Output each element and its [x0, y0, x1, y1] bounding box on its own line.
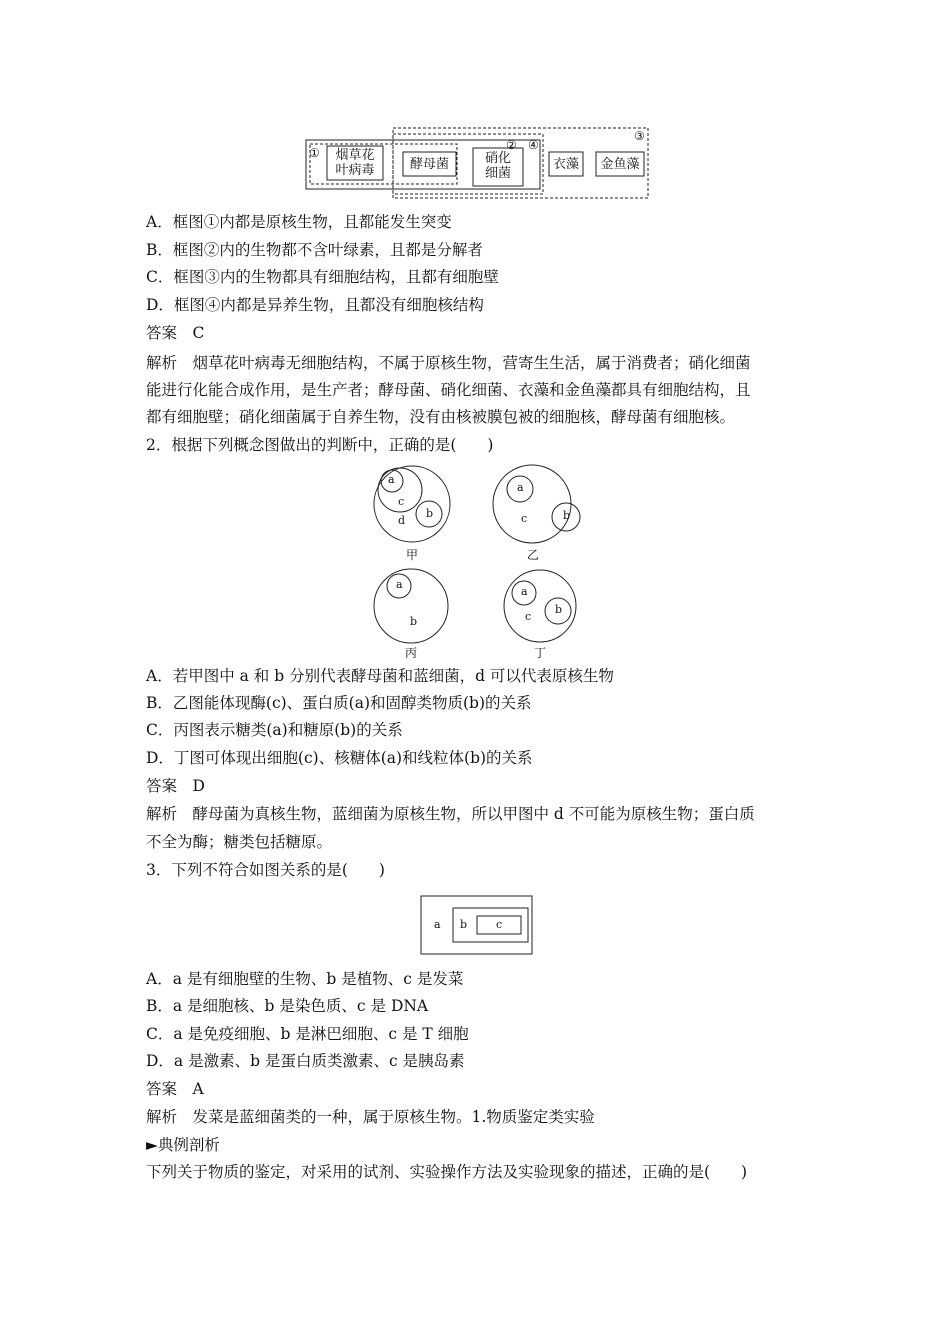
q2-option-c: C．丙图表示糖类(a)和糖原(b)的关系 [146, 721, 403, 739]
q1-option-c: C．框图③内的生物都具有细胞结构，且都有细胞壁 [146, 268, 499, 286]
jia-label-b: b [426, 507, 434, 520]
q1-analysis-line2: 能进行化能合成作用，是生产者；酵母菌、硝化细菌、衣藻和金鱼藻都具有细胞结构，且 [146, 381, 751, 399]
jia-label-c: c [398, 495, 405, 508]
q3-answer: 答案 A [146, 1080, 204, 1098]
jia-label-d: d [398, 514, 406, 527]
section-text: 下列关于物质的鉴定，对采用的试剂、实验操作方法及实验现象的描述，正确的是( ) [146, 1163, 748, 1181]
q3-option-c: C．a 是免疫细胞、b 是淋巴细胞、c 是 T 细胞 [146, 1025, 469, 1043]
jia-label-a: a [388, 473, 395, 486]
yi-caption: 乙 [527, 548, 540, 562]
bing-label-a: a [396, 578, 403, 591]
jia-caption: 甲 [406, 548, 419, 562]
frame-marker-3: ③ [634, 129, 645, 143]
q1-analysis-line3: 都有细胞壁；硝化细菌属于自养生物，没有由核被膜包被的细胞核，酵母菌有细胞核。 [146, 408, 736, 426]
q3-nested-boxes [420, 895, 534, 955]
bing-label-b: b [410, 615, 418, 628]
box-label-b: b [460, 918, 468, 931]
yi-label-b: b [563, 509, 571, 522]
q2-option-d: D．丁图可体现出细胞(c)、核糖体(a)和线粒体(b)的关系 [146, 749, 533, 767]
ding-label-a: a [521, 585, 528, 598]
yi-label-c: c [521, 512, 528, 525]
ding-caption: 丁 [534, 646, 547, 660]
q2-option-a: A．若甲图中 a 和 b 分别代表酵母菌和蓝细菌，d 可以代表原核生物 [146, 667, 614, 685]
yi-label-a: a [517, 481, 524, 494]
q2-option-b: B．乙图能体现酶(c)、蛋白质(a)和固醇类物质(b)的关系 [146, 694, 532, 712]
q2-analysis-line1: 解析 酵母菌为真核生物，蓝细菌为原核生物，所以甲图中 d 不可能为原核生物；蛋白质 [146, 805, 755, 823]
box-tobacco-mosaic-virus [327, 148, 383, 178]
box-nitrifying-line1: 硝化 [484, 151, 511, 166]
q1-analysis-line1: 解析 烟草花叶病毒无细胞结构，不属于原核生物，营寄生生活，属于消费者；硝化细菌 [146, 354, 751, 372]
triangle-marker-icon: ► [146, 1136, 158, 1154]
q1-option-b: B．框图②内的生物都不含叶绿素，且都是分解者 [146, 241, 483, 259]
q3-option-d: D．a 是激素、b 是蛋白质类激素、c 是胰岛素 [146, 1052, 465, 1070]
q2-answer: 答案 D [146, 777, 205, 795]
frame-marker-4: ④ [528, 138, 539, 152]
q2-stem: 2．根据下列概念图做出的判断中，正确的是( ) [146, 436, 494, 454]
section-heading [146, 1135, 220, 1155]
box-nitrifying-line2: 细菌 [484, 166, 511, 181]
q1-answer: 答案 C [146, 324, 205, 342]
q3-stem: 3．下列不符合如图关系的是( ) [146, 861, 385, 879]
bing-caption: 丙 [405, 646, 418, 660]
box-hornwort: 金鱼藻 [600, 157, 640, 172]
q2-circles-svg [360, 462, 600, 662]
q2-concept-circles [360, 462, 600, 662]
q1-concept-diagram [300, 124, 652, 200]
q3-option-a: A．a 是有细胞壁的生物、b 是植物、c 是发菜 [146, 970, 464, 988]
q2-analysis-line2: 不全为酶；糖类包括糖原。 [146, 833, 333, 851]
box-nitrifying-bacteria [473, 151, 523, 181]
section-title: 典例剖析 [157, 1136, 220, 1154]
ding-label-b: b [555, 603, 563, 616]
q3-option-b: B．a 是细胞核、b 是染色质、c 是 DNA [146, 997, 429, 1015]
ding-label-c: c [525, 610, 532, 623]
box-tobacco-line2: 叶病毒 [335, 163, 375, 178]
q3-analysis: 解析 发菜是蓝细菌类的一种，属于原核生物。1.物质鉴定类实验 [146, 1108, 595, 1126]
frame-marker-1: ① [309, 146, 320, 160]
q1-option-d: D．框图④内都是异养生物，且都没有细胞核结构 [146, 296, 484, 314]
q1-option-a: A．框图①内都是原核生物，且都能发生突变 [146, 213, 452, 231]
box-yeast: 酵母菌 [409, 157, 449, 172]
frame-marker-2: ② [506, 138, 517, 152]
box-chlamydomonas: 衣藻 [552, 157, 579, 172]
box-label-a: a [434, 918, 441, 931]
box-label-c: c [496, 918, 503, 931]
box-tobacco-line1: 烟草花 [335, 148, 375, 163]
